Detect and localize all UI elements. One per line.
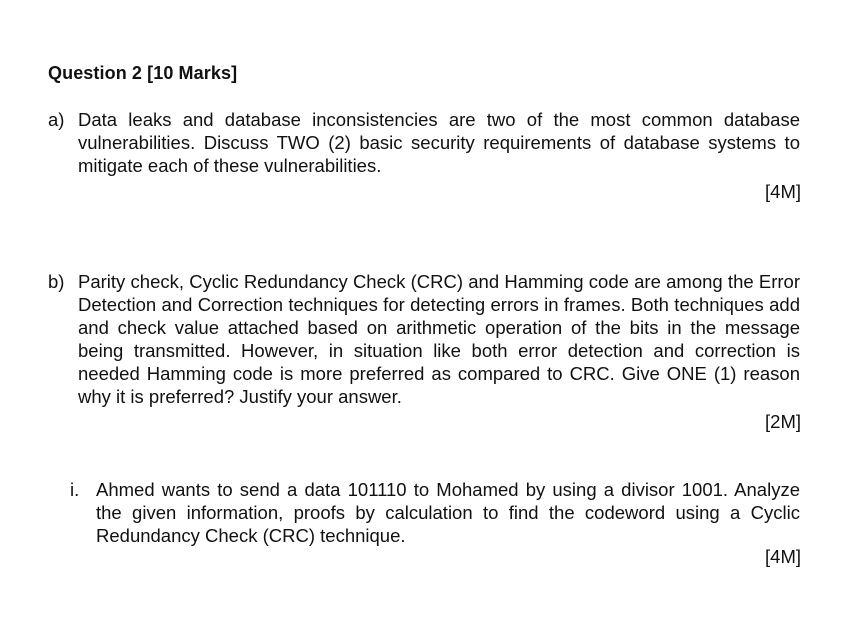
part-b-sub-i-marks: [4M] bbox=[765, 546, 801, 567]
part-b-marks: [2M] bbox=[765, 411, 801, 432]
part-b-sub-i-label: i. bbox=[70, 479, 80, 500]
part-a bbox=[48, 108, 800, 177]
part-b-sub-i-text: Ahmed wants to send a data 101110 to Mohamed by using a divisor 1001. Analyze the given information, proofs by calculation to find the codeword using a Cyclic Redundancy Check (CRC) technique. bbox=[96, 479, 800, 546]
part-a-label: a) bbox=[48, 109, 65, 130]
part-a-text: Data leaks and database inconsistencies are two of the most common database vulnerabilities. Discuss TWO (2) basic security requirements of database systems to mitigate each of these vulnerabilities. bbox=[78, 109, 800, 176]
part-b bbox=[48, 270, 800, 408]
question-heading: Question 2 [10 Marks] bbox=[48, 63, 238, 83]
part-b-sub-i bbox=[70, 478, 800, 547]
part-a-marks: [4M] bbox=[765, 181, 801, 202]
part-b-text: Parity check, Cyclic Redundancy Check (CRC) and Hamming code are among the Error Detection and Correction techniques for detecting errors in frames. Both techniques add and check value attached based on arithmetic operation of the bits in the message being transmitted. However, in situation like both error detection and correction is needed Hamming code is more preferred as compared to CRC. Give ONE (1) reason why it is preferred? Justify your answer. bbox=[78, 271, 800, 407]
part-b-label: b) bbox=[48, 271, 65, 292]
